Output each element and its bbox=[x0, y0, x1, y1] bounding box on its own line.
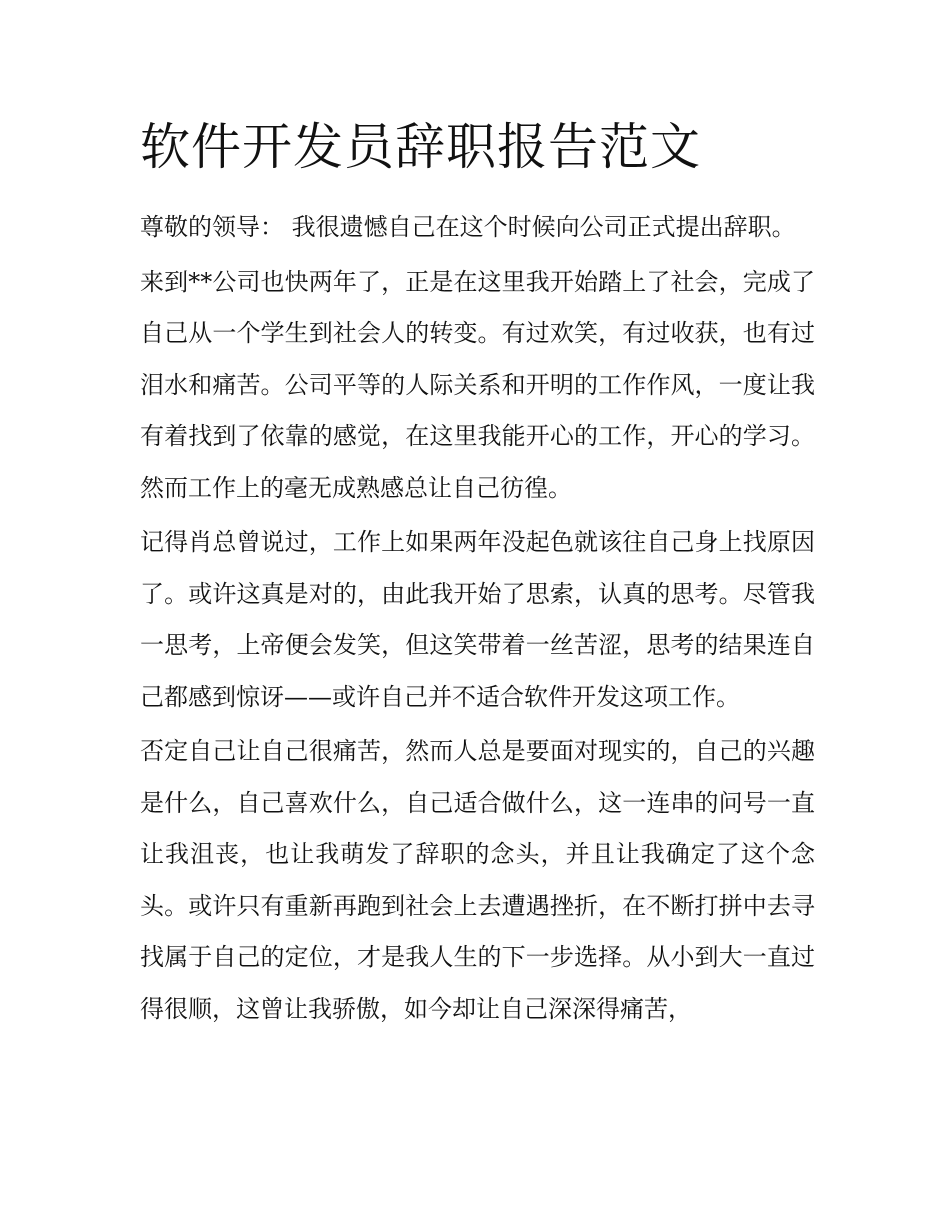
paragraph-reflection: 记得肖总曾说过，工作上如果两年没起色就该往自己身上找原因了。或许这真是对的，由此我开始了思索，认真的思考。尽管我一思考，上帝便会发笑，但这笑带着一丝苦涩，思考的结果连自己都感到惊讶——或许自己并不适合软件开发这项工作。 bbox=[140, 528, 815, 711]
document-title: 软件开发员辞职报告范文 bbox=[140, 118, 701, 176]
paragraph-two-years: 来到**公司也快两年了，正是在这里我开始踏上了社会，完成了自己从一个学生到社会人的转变。有过欢笑，有过收获，也有过泪水和痛苦。公司平等的人际关系和开明的工作作风，一度让我有着找到了依靠的感觉，在这里我能开心的工作，开心的学习。然而工作上的毫无成熟感总让自己彷徨。 bbox=[140, 267, 815, 502]
document-page bbox=[140, 112, 815, 1038]
paragraph-decision: 否定自己让自己很痛苦，然而人总是要面对现实的，自己的兴趣是什么，自己喜欢什么，自己适合做什么，这一连串的问号一直让我沮丧，也让我萌发了辞职的念头，并且让我确定了这个念头。或许只有重新再跑到社会上去遭遇挫折，在不断打拼中去寻找属于自己的定位，才是我人生的下一步选择。从小到大一直过得很顺，这曾让我骄傲，如今却让自己深深得痛苦， bbox=[140, 737, 815, 1023]
paragraph-salutation: 尊敬的领导： 我很遗憾自己在这个时候向公司正式提出辞职。 bbox=[140, 213, 796, 241]
